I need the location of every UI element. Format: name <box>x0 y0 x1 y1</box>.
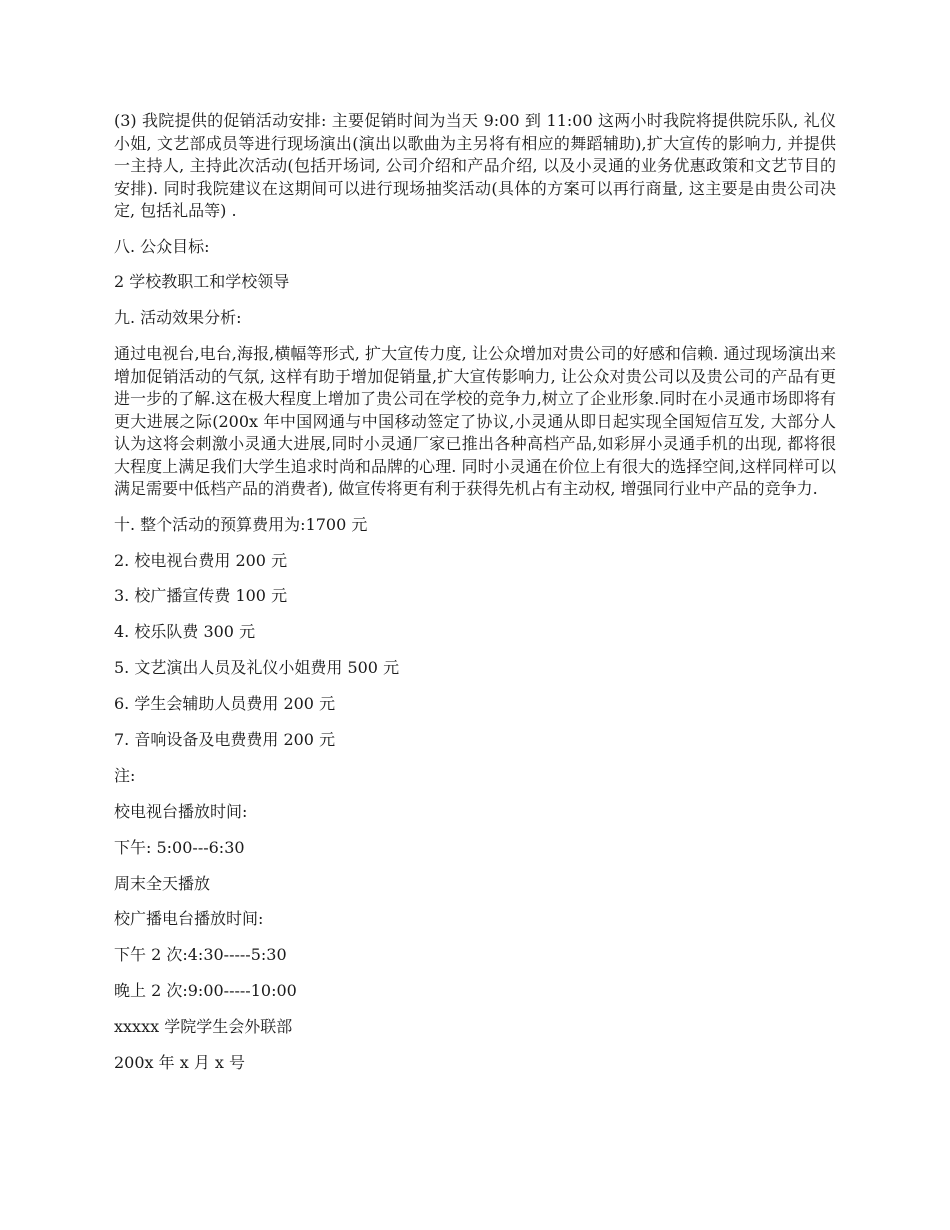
budget-item: 6. 学生会辅助人员费用 200 元 <box>114 694 336 714</box>
radio-schedule-afternoon: 下午 2 次:4:30-----5:30 <box>114 945 287 965</box>
signature-organization: xxxxx 学院学生会外联部 <box>114 1017 293 1037</box>
tv-schedule-afternoon: 下午: 5:00---6:30 <box>114 837 245 857</box>
budget-item: 3. 校广播宣传费 100 元 <box>114 586 288 606</box>
section-10-heading: 十. 整个活动的预算费用为:1700 元 <box>114 514 368 534</box>
document-page <box>114 110 836 1088</box>
promotion-arrangement-paragraph: (3) 我院提供的促销活动安排: 主要促销时间为当天 9:00 到 11:00 这两小时我院将提供院乐队, 礼仪小姐, 文艺部成员等进行现场演出(演出以歌曲为主另将有相应的舞蹈辅助),扩大宣传的影响力, 并提供一主持人, 主持此次活动(包括开场词, 公司介绍和产品介绍, 以及小灵通的业务优惠政策和文艺节目的安排). 同时我院建议在这期间可以进行现场抽奖活动(具体的方案可以再行商量, 这主要是由贵公司决定, 包括礼品等) . <box>114 111 836 220</box>
section-9-heading: 九. 活动效果分析: <box>114 308 242 328</box>
radio-schedule-title: 校广播电台播放时间: <box>114 909 264 929</box>
signature-date: 200x 年 x 月 x 号 <box>114 1053 246 1073</box>
section-8-heading: 八. 公众目标: <box>114 236 210 256</box>
budget-item: 4. 校乐队费 300 元 <box>114 622 256 642</box>
section-8-item: 2 学校教职工和学校领导 <box>114 272 290 292</box>
note-label: 注: <box>114 765 136 785</box>
tv-schedule-title: 校电视台播放时间: <box>114 801 248 821</box>
radio-schedule-evening: 晚上 2 次:9:00-----10:00 <box>114 981 297 1001</box>
effect-analysis-paragraph: 通过电视台,电台,海报,横幅等形式, 扩大宣传力度, 让公众增加对贵公司的好感和信赖. 通过现场演出来增加促销活动的气氛, 这样有助于增加促销量,扩大宣传影响力, 让公众对贵公司以及贵公司的产品有更进一步的了解.这在极大程度上增加了贵公司在学校的竞争力,树立了企业形象.同时在小灵通市场即将有更大进展之际(200x 年中国网通与中国移动签定了协议,小灵通从即日起实现全国短信互发, 大部分人认为这将会刺激小灵通大进展,同时小灵通厂家已推出各种高档产品,如彩屏小灵通手机的出现, 都将很大程度上满足我们大学生追求时尚和品牌的心理. 同时小灵通在价位上有很大的选择空间,这样同样可以满足需要中低档产品的消费者), 做宣传将更有利于获得先机占有主动权, 增强同行业中产品的竞争力. <box>114 344 836 499</box>
budget-item: 2. 校电视台费用 200 元 <box>114 550 288 570</box>
budget-item: 5. 文艺演出人员及礼仪小姐费用 500 元 <box>114 658 400 678</box>
budget-item: 7. 音响设备及电费费用 200 元 <box>114 730 336 750</box>
tv-schedule-weekend: 周末全天播放 <box>114 873 211 893</box>
